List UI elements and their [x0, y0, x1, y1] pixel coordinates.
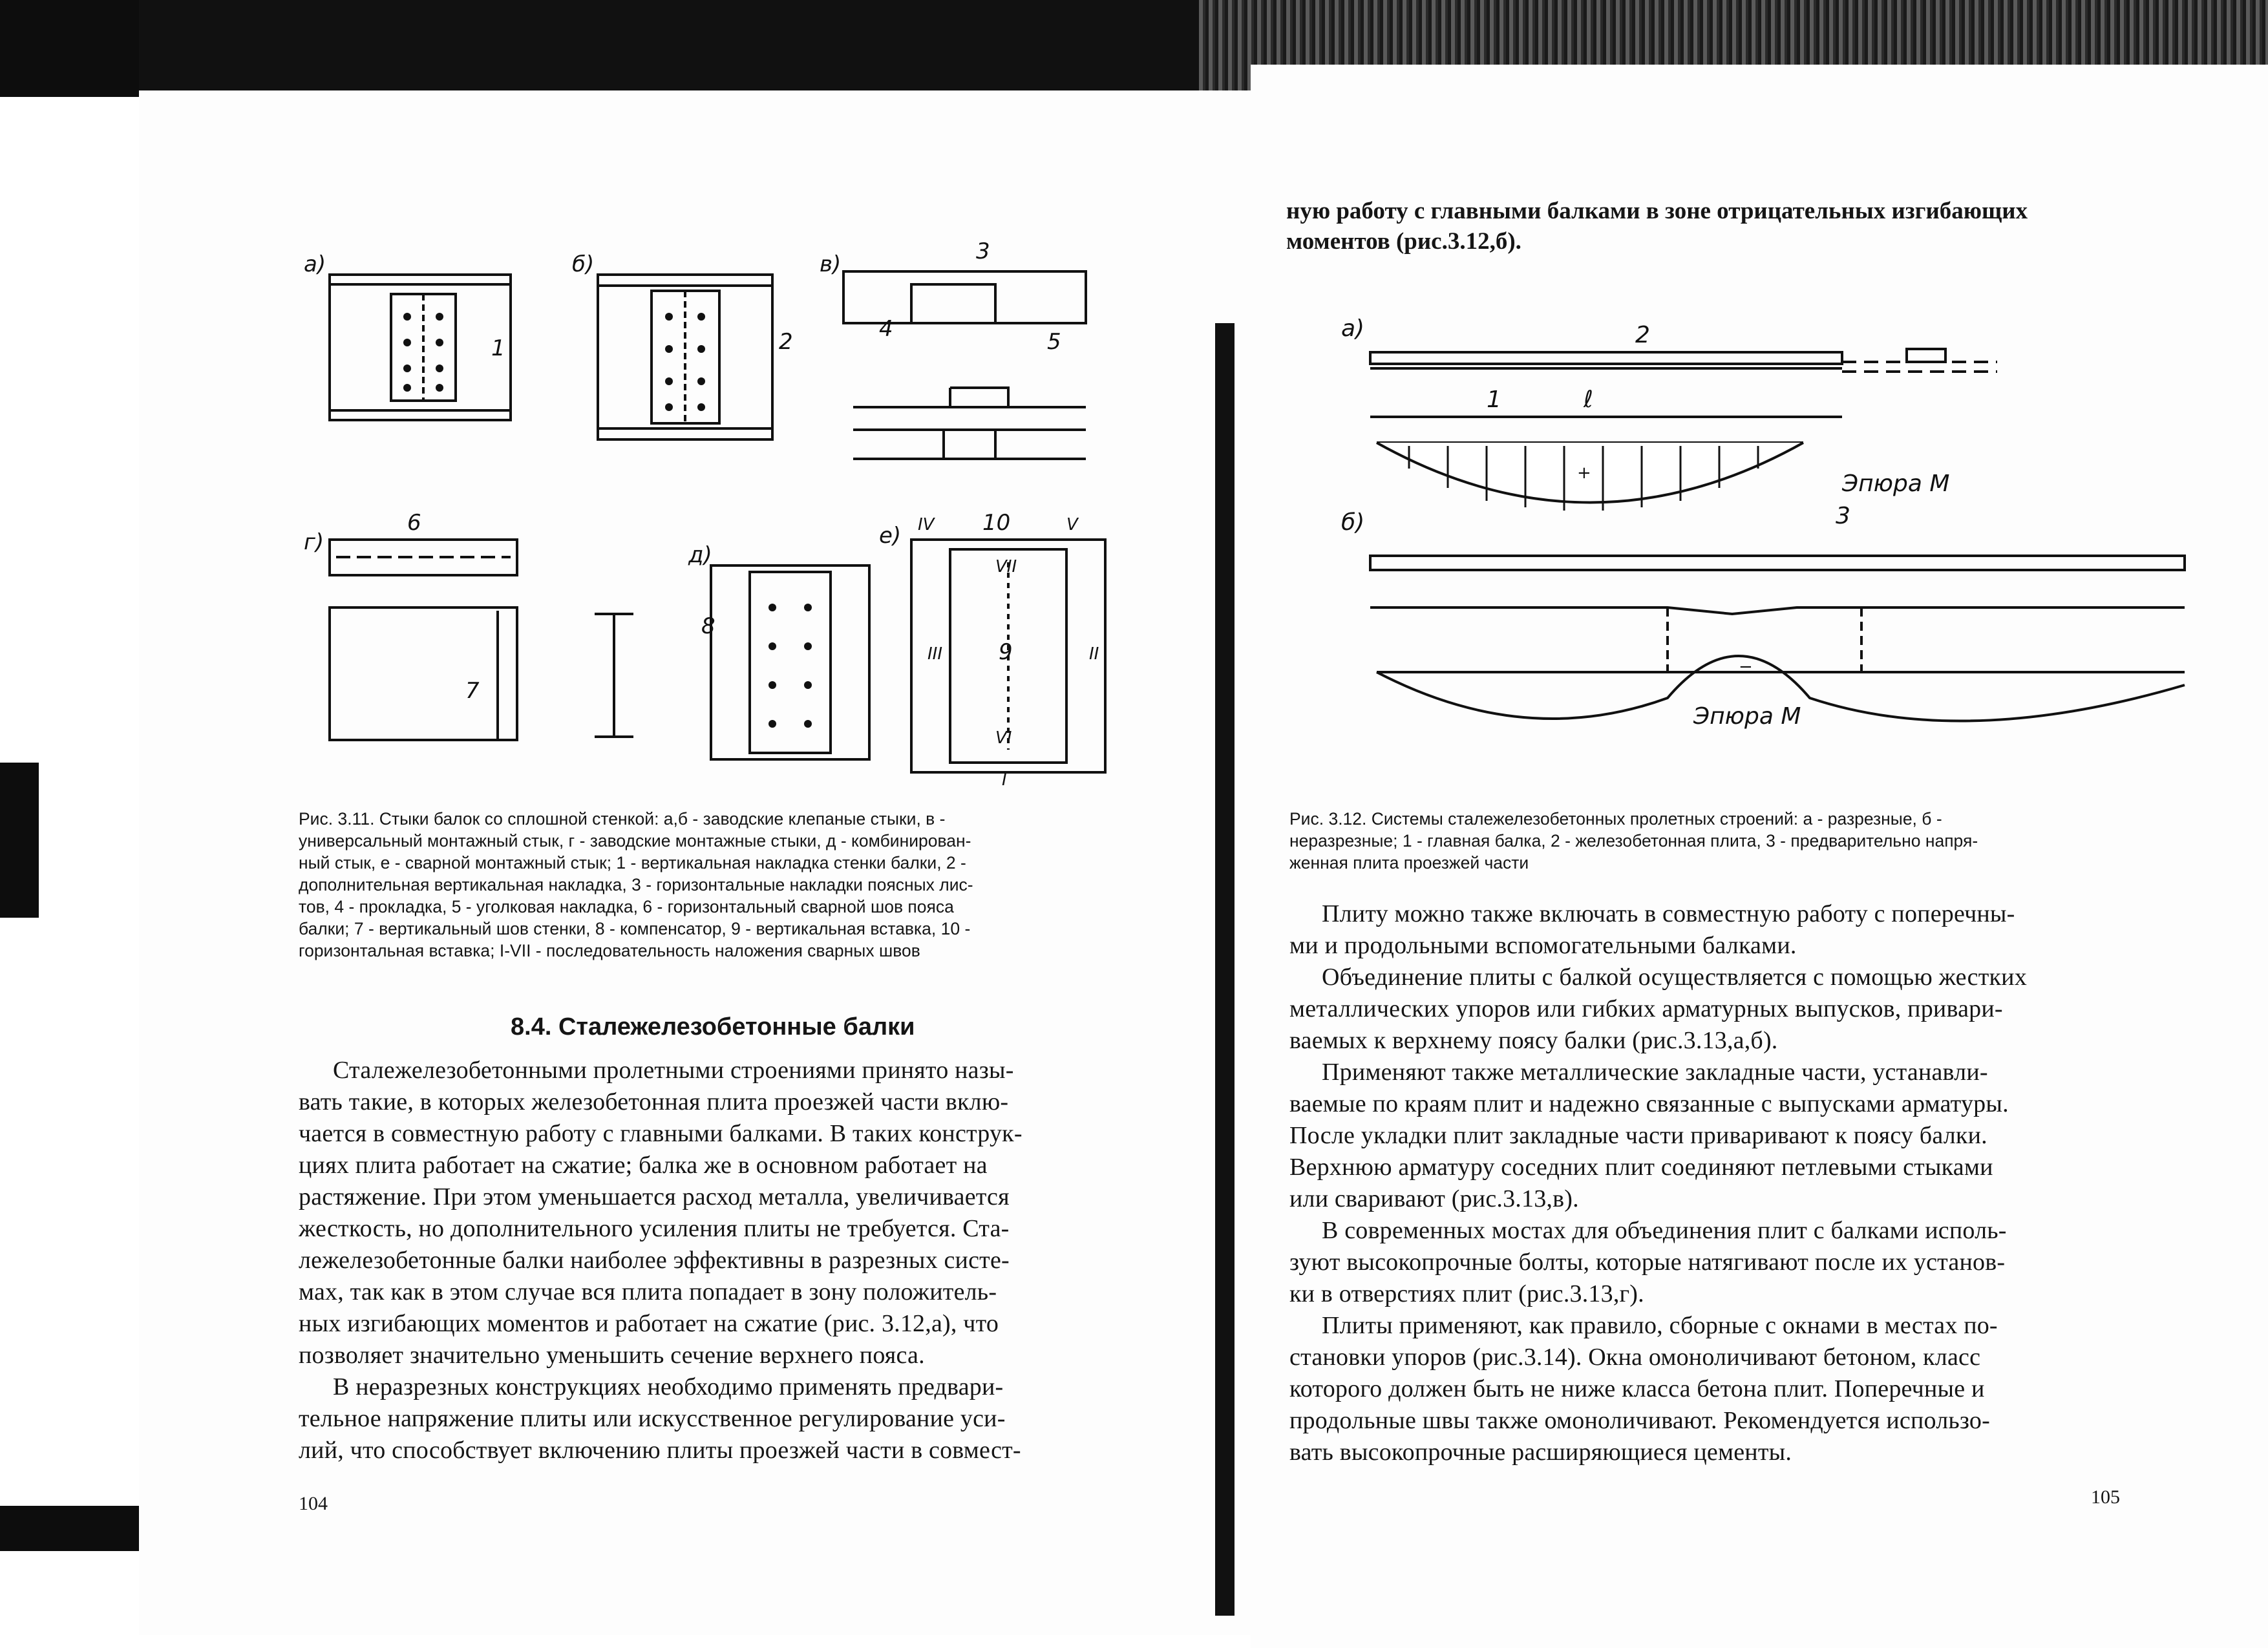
right-body-line: Плиту можно также включать в совместную работу с поперечны-: [1322, 900, 2015, 927]
left-body-line: позволяет значительно уменьшить сечение верхнего пояса.: [299, 1342, 925, 1369]
right-body-line: Объединение плиты с балкой осуществляется с помощью жестких: [1322, 964, 2027, 991]
fig-num-9: 9: [999, 639, 1013, 665]
left-body-line: растяжение. При этом уменьшается расход металла, увеличивается: [299, 1183, 1010, 1210]
weld-seq-V: V: [1066, 515, 1078, 534]
fig-3-12-caption-line-3: женная плита проезжей части: [1289, 853, 1529, 872]
left-body-line: циях плита работает на сжатие; балка же в основном работает на: [299, 1152, 988, 1179]
fig-num-8: 8: [701, 613, 715, 639]
fig2-num-3: 3: [1836, 503, 1850, 529]
right-body-line: После укладки плит закладные части приваривают к поясу балки.: [1289, 1122, 1987, 1149]
fig-num-10: 10: [982, 510, 1011, 536]
minus-sign: −: [1739, 657, 1753, 677]
scan-corner-shadow: [0, 0, 139, 97]
weld-seq-I: I: [1002, 770, 1007, 790]
right-body-line: ваемые по краям плит и надежно связанные с выпусками арматуры.: [1289, 1090, 2009, 1117]
fig2-label-a: а): [1341, 315, 1365, 342]
fig-3-12-caption-line-2: неразрезные; 1 - главная балка, 2 - железобетонная плита, 3 - предварительно напря-: [1289, 831, 1978, 850]
right-body-line: металлических упоров или гибких арматурных выпусков, привари-: [1289, 995, 2003, 1022]
fig-label-g: г): [304, 529, 324, 555]
left-body-line: тельное напряжение плиты или искусственное регулирование уси-: [299, 1405, 1006, 1432]
fig-num-4: 4: [879, 316, 893, 342]
right-continuation-line-2: моментов (рис.3.12,б).: [1286, 228, 1521, 255]
right-body-line: которого должен быть не ниже класса бетона плит. Поперечные и: [1289, 1375, 1985, 1402]
fig-num-1: 1: [491, 335, 505, 361]
right-body-line: ки в отверстиях плит (рис.3.13,г).: [1289, 1280, 1644, 1307]
figure-3-12: [1331, 310, 2198, 750]
fig-3-12-caption-line-1: Рис. 3.12. Системы сталежелезобетонных пролетных строений: а - разрезные, б -: [1289, 809, 1942, 829]
fig-3-11-caption-line-4: дополнительная вертикальная накладка, 3 - горизонтальные накладки поясных лис-: [299, 875, 973, 894]
fig-num-5: 5: [1047, 329, 1061, 355]
fig-num-3: 3: [976, 238, 990, 264]
left-body-line: лий, что способствует включению плиты проезжей части в совмест-: [299, 1437, 1021, 1464]
fig-3-11-caption-line-2: универсальный монтажный стык, г - заводские монтажные стыки, д - комбинирован-: [299, 831, 971, 850]
fig-label-d: д): [688, 542, 712, 568]
right-body-line: вать высокопрочные расширяющиеся цементы.: [1289, 1439, 1792, 1466]
right-body-line: ваемых к верхнему поясу балки (рис.3.13,а,б).: [1289, 1027, 1778, 1054]
fig-3-11-caption-line-1: Рис. 3.11. Стыки балок со сплошной стенкой: а,б - заводские клепаные стыки, в -: [299, 809, 946, 829]
left-body-line: вать такие, в которых железобетонная плита проезжей части вклю-: [299, 1088, 1009, 1115]
epura-label-a: Эпюра М: [1842, 470, 1950, 497]
fig-3-11-caption-line-7: горизонтальная вставка; I-VII - последовательность наложения сварных швов: [299, 941, 920, 960]
right-body-line: Верхнюю арматуру соседних плит соединяют петлевыми стыками: [1289, 1154, 1993, 1181]
right-body-line: Применяют также металлические закладные части, устанавли-: [1322, 1059, 1988, 1086]
right-body-line: зуют высокопрочные болты, которые натягивают после их установ-: [1289, 1249, 2006, 1276]
fig-num-7: 7: [465, 678, 480, 704]
book-gutter: [1215, 323, 1235, 1616]
right-page-number: 105: [2091, 1486, 2120, 1508]
figure-3-11: [297, 238, 1150, 790]
right-body-line: В современных мостах для объединения плит с балками исполь-: [1322, 1217, 2007, 1244]
fig-3-11-caption-line-3: ный стык, е - сварной монтажный стык; 1 - вертикальная накладка стенки балки, 2 -: [299, 853, 966, 872]
right-body-line: Плиты применяют, как правило, сборные с окнами в местах по-: [1322, 1312, 1998, 1339]
left-body-line: чается в совместную работу с главными балками. В таких конструк-: [299, 1120, 1023, 1147]
right-body-line: или сваривают (рис.3.13,в).: [1289, 1185, 1579, 1212]
epura-label-b: Эпюра М: [1693, 703, 1801, 730]
right-body-line: ми и продольными вспомогательными балками.: [1289, 932, 1797, 959]
right-continuation-line-1: ную работу с главными балками в зоне отрицательных изгибающих: [1286, 198, 2028, 224]
fig-label-b: б): [572, 251, 595, 277]
right-body-line: становки упоров (рис.3.14). Окна омоноличивают бетоном, класс: [1289, 1344, 1981, 1371]
span-length-label: ℓ: [1584, 386, 1593, 413]
fig2-label-b: б): [1341, 509, 1365, 536]
section-heading: 8.4. Сталежелезобетонные балки: [511, 1013, 915, 1041]
weld-seq-VII: VII: [995, 557, 1017, 576]
fig-3-11-caption-line-5: тов, 4 - прокладка, 5 - уголковая накладка, 6 - горизонтальный сварной шов пояса: [299, 897, 954, 916]
left-body-line: Сталежелезобетонными пролетными строениями принято назы-: [333, 1057, 1014, 1084]
scan-left-bar: [0, 1506, 155, 1551]
weld-seq-IV: IV: [918, 515, 935, 534]
weld-seq-III: III: [927, 644, 943, 664]
fig-num-6: 6: [407, 510, 421, 536]
fig2-num-1: 1: [1487, 386, 1501, 413]
fig-label-v: в): [820, 251, 842, 277]
weld-seq-II: II: [1089, 644, 1099, 664]
fig-label-a: а): [304, 251, 326, 277]
fig-num-2: 2: [779, 329, 793, 355]
plus-sign: +: [1577, 463, 1591, 483]
fig2-num-2: 2: [1635, 322, 1650, 348]
fig-3-11-caption-line-6: балки; 7 - вертикальный шов стенки, 8 - компенсатор, 9 - вертикальная вставка, 10 -: [299, 919, 971, 938]
weld-seq-VI: VI: [995, 728, 1012, 748]
left-body-line: мах, так как в этом случае вся плита попадает в зону положитель-: [299, 1278, 997, 1305]
left-page-number: 104: [299, 1493, 328, 1514]
right-body-line: продольные швы также омоноличивают. Рекомендуется использо-: [1289, 1407, 1990, 1434]
left-body-line: В неразрезных конструкциях необходимо применять предвари-: [333, 1373, 1004, 1400]
scan-top-shadow: [139, 0, 1199, 97]
left-body-line: ных изгибающих моментов и работает на сжатие (рис. 3.12,а), что: [299, 1310, 999, 1337]
left-body-line: жесткость, но дополнительного усиления плиты не требуется. Ста-: [299, 1215, 1010, 1242]
scan-left-mark: [0, 763, 39, 918]
left-body-line: лежелезобетонные балки наиболее эффективны в разрезных систе-: [299, 1247, 1010, 1274]
fig-label-e: е): [879, 523, 902, 549]
